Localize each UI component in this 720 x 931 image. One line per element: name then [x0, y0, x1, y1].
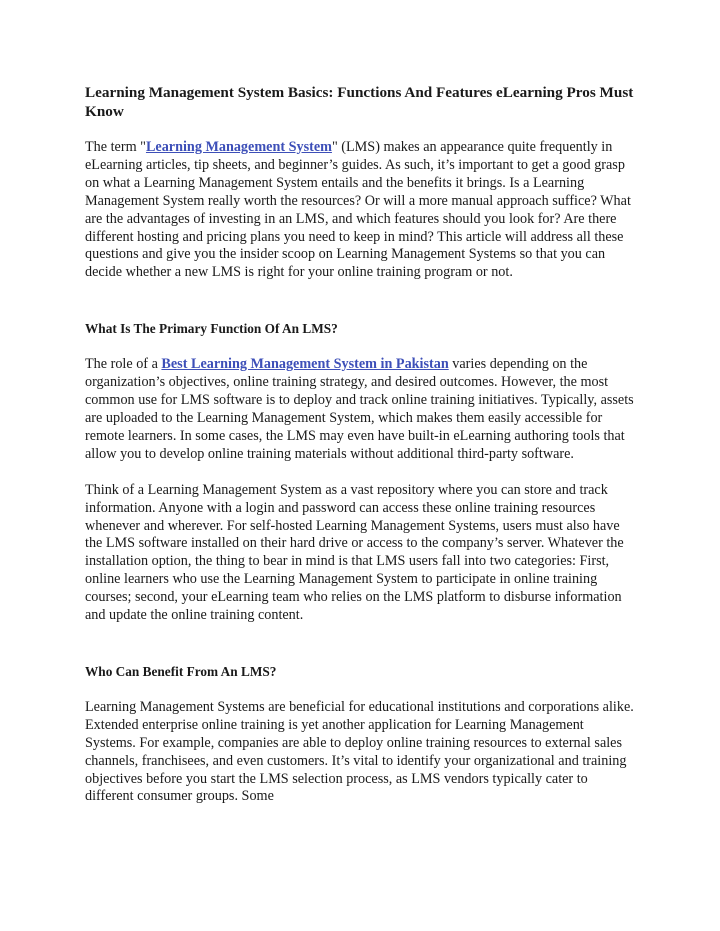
section-heading-primary-function: What Is The Primary Function Of An LMS?: [85, 321, 338, 337]
document-page: [85, 84, 637, 806]
primary-function-paragraph: [85, 356, 637, 463]
who-benefits-paragraph: Learning Management Systems are beneficial for educational institutions and corporations alike. Extended enterprise online training is yet another application for Learning Management Systems. For example, companies are able to deploy online training resources to external sales channels, franchisees, and even customers. It’s vital to identify your organizational and training objectives before you start the LMS selection process, as LMS vendors typically cater to different consumer groups. Some: [85, 698, 634, 805]
best-lms-pakistan-link[interactable]: Best Learning Management System in Pakistan: [161, 356, 449, 373]
intro-text-after: " (LMS) makes an appearance quite frequently in eLearning articles, tip sheets, and beginner’s guides. As such, it’s important to get a good grasp on what a Learning Management System entails and the benefits it brings. Is a Learning Management System really worth the resources? Or will a more manual approach suffice? What are the advantages of investing in an LMS, and which features should you look for? Are there different hosting and pricing plans you need to keep in mind? This article will address all these questions and give you the insider scoop on Learning Management Systems so that you can decide whether a new LMS is right for your online training program or not.: [85, 139, 631, 281]
lms-link[interactable]: Learning Management System: [145, 139, 332, 155]
repository-paragraph: Think of a Learning Management System as a vast repository where you can store and track information. Anyone with a login and password can access these online training resources whenever and wherever. For self-hosted Learning Management Systems, users must also have the LMS software installed on their hard drive or access to the company’s server. Whatever the installation option, the thing to bear in mind is that LMS users fall into two categories: First, online learners who use the Learning Management System to participate in online training courses; second, your eLearning team who relies on the LMS platform to disburse information and update the online training content.: [85, 481, 624, 624]
role-text-after: varies depending on the organization’s objectives, online training strategy, and desired outcomes. However, the most common use for LMS software is to deploy and track online training initiatives. Typically, assets are uploaded to the Learning Management System, which makes them easily accessible for remote learners. In some cases, the LMS may even have built-in eLearning authoring tools that allow you to develop online training materials without additional third-party software.: [85, 356, 634, 462]
intro-text-before: The term ": [85, 139, 146, 155]
role-text-before: The role of a: [85, 356, 162, 373]
section-heading-who-benefits: Who Can Benefit From An LMS?: [85, 663, 277, 679]
intro-paragraph: [85, 139, 637, 282]
document-title: Learning Management System Basics: Functions And Features eLearning Pros Must Know: [85, 84, 634, 120]
